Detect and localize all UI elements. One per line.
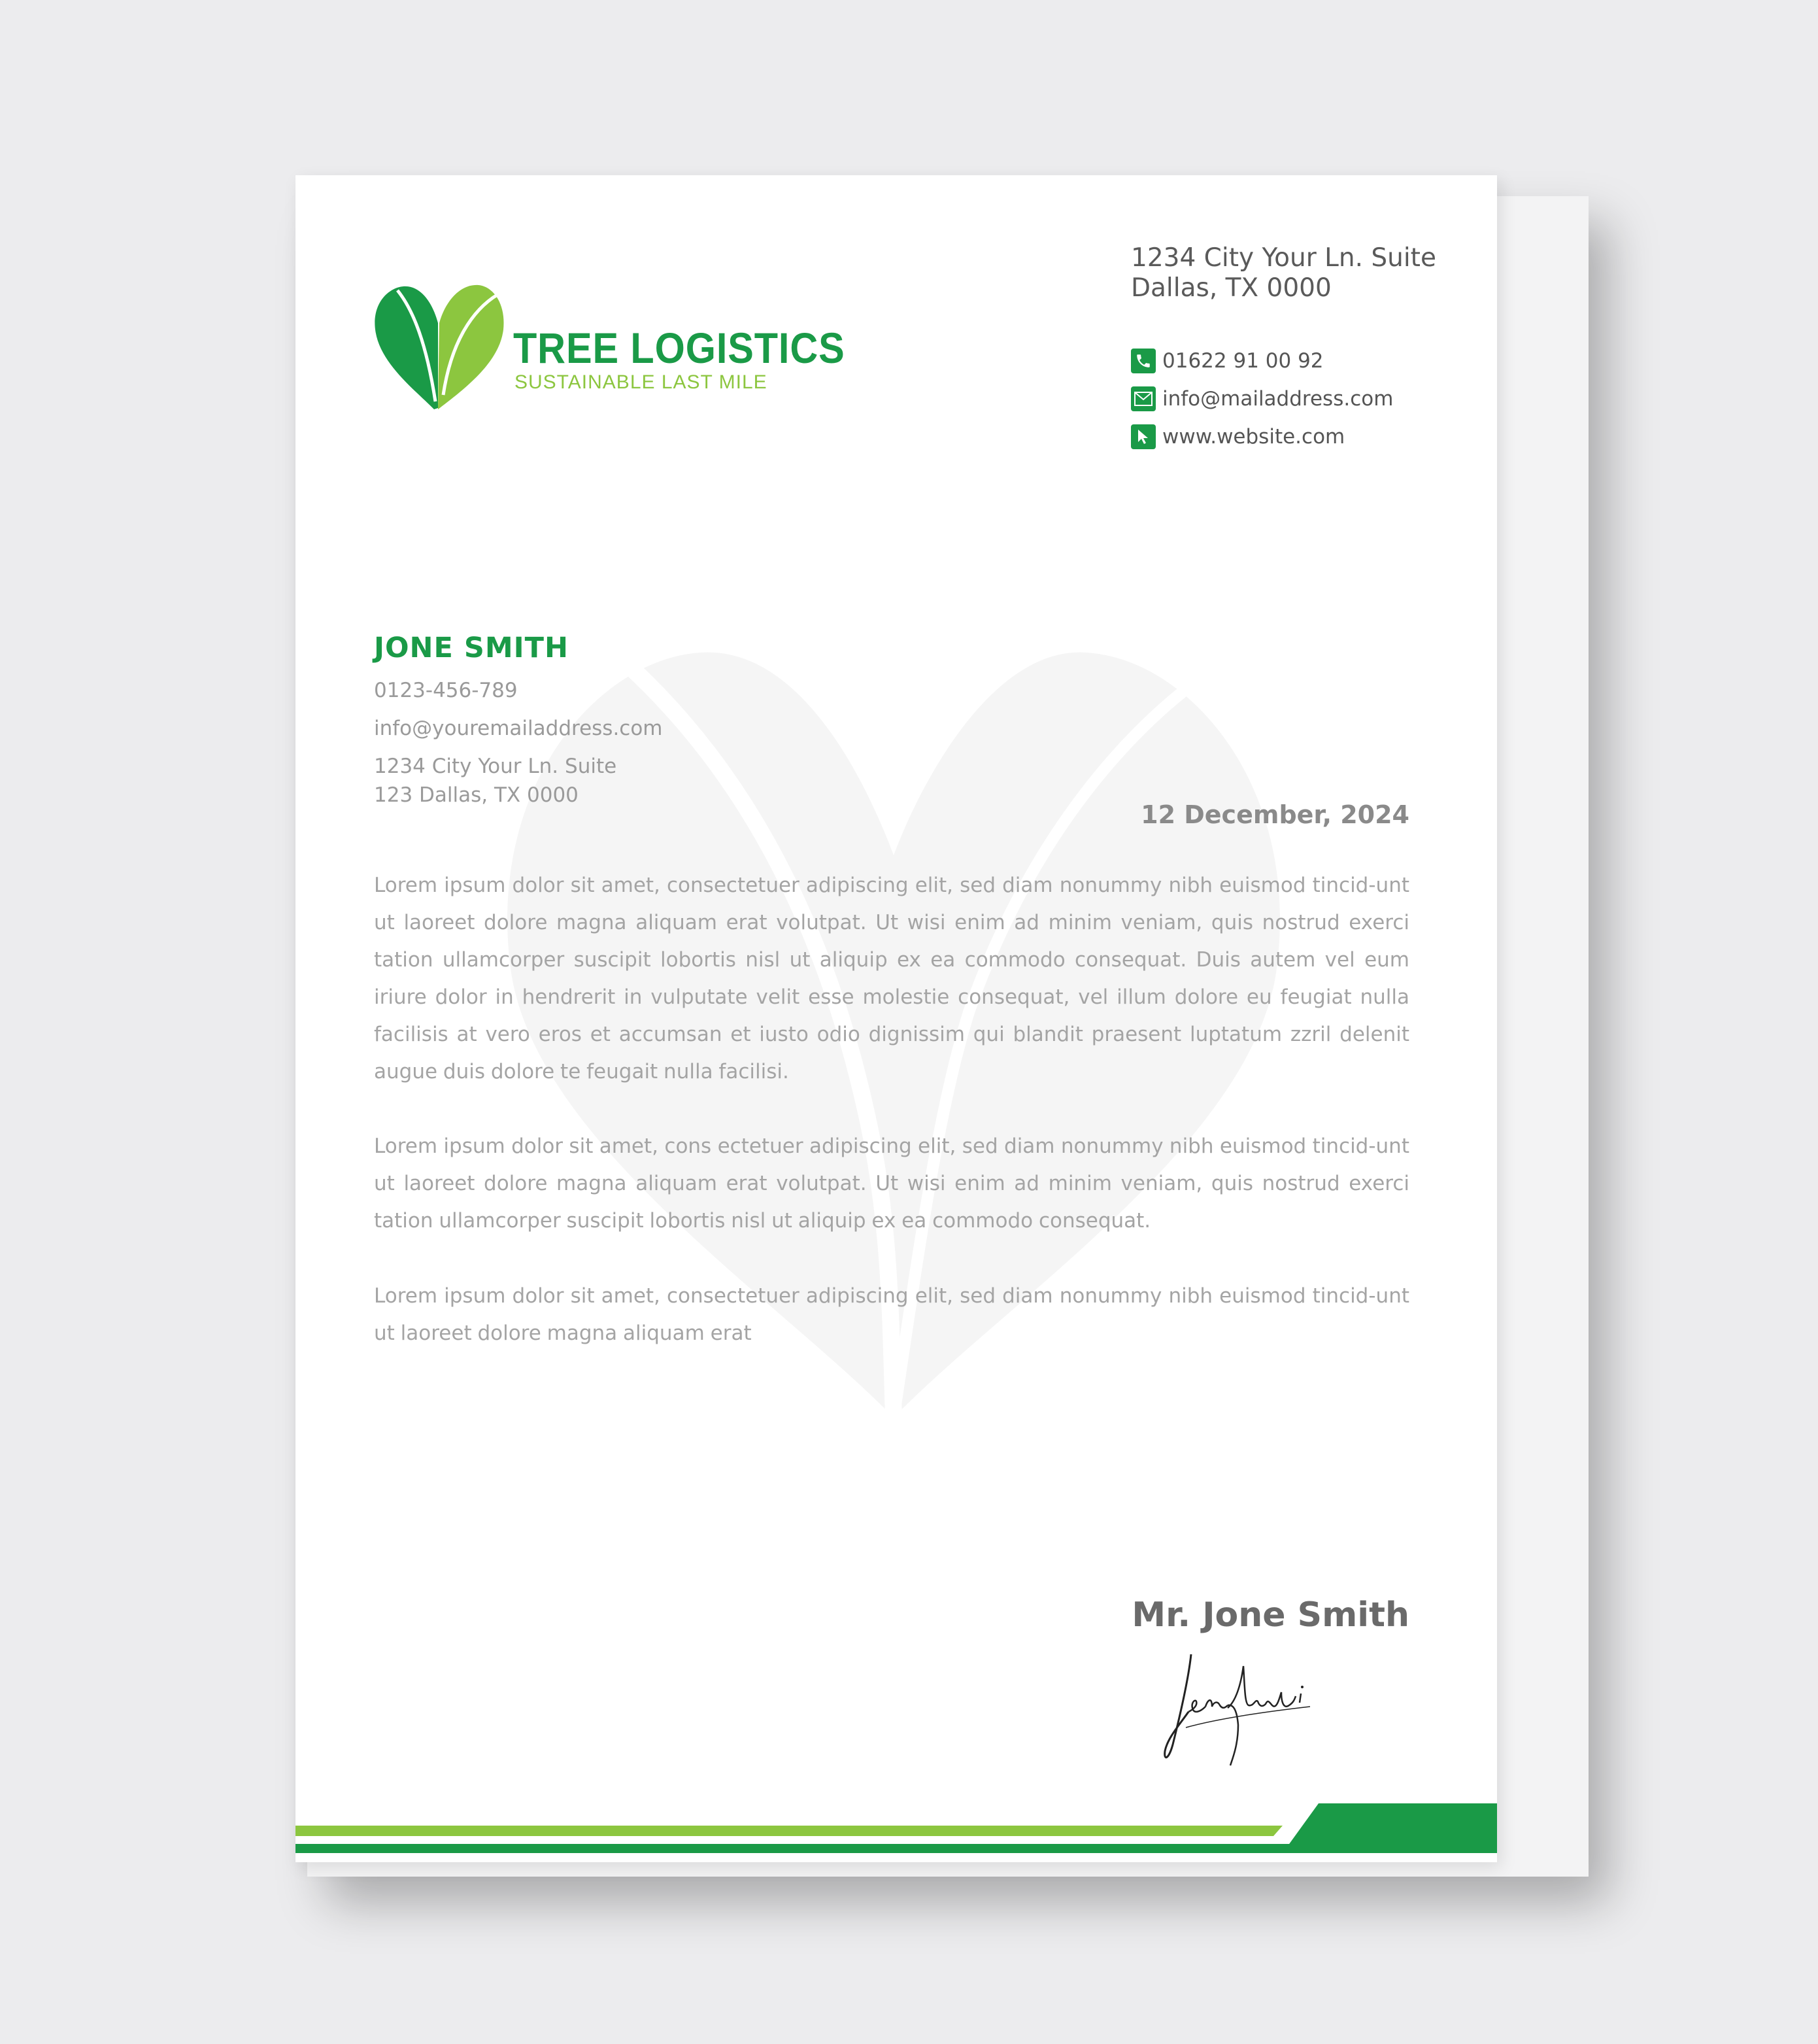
handwritten-signature <box>1160 1646 1349 1771</box>
sender-address-line1: 1234 City Your Ln. Suite <box>374 755 617 778</box>
body-paragraph: Lorem ipsum dolor sit amet, consectetuer adipiscing elit, sed diam nonummy nibh euismod tincid-unt ut laoreet dolore magna aliquam erat <box>374 1284 1409 1345</box>
heart-leaf-icon <box>374 284 505 415</box>
phone-icon <box>1131 349 1156 373</box>
sender-address-line2: 123 Dallas, TX 0000 <box>374 783 579 807</box>
body-paragraph: Lorem ipsum dolor sit amet, cons ectetuer adipiscing elit, sed diam nonummy nibh euismod tincid-unt ut laoreet dolore magna aliquam erat volutpat. Ut wisi enim ad minim veniam, quis nostrud exerci tation ullamcorper suscipit lobortis nisl ut aliquip ex ea commodo consequat. <box>374 1134 1409 1233</box>
contact-phone-text: 01622 91 00 92 <box>1162 349 1324 373</box>
contact-website <box>1131 424 1345 450</box>
mail-icon <box>1131 386 1156 411</box>
header-address <box>1131 243 1436 303</box>
signatory-name: Mr. Jone Smith <box>1132 1595 1409 1635</box>
cursor-icon <box>1131 424 1156 449</box>
sender-email: info@youremailaddress.com <box>374 717 663 740</box>
company-tagline: SUSTAINABLE LAST MILE <box>514 371 767 393</box>
contact-website-text: www.website.com <box>1162 425 1345 449</box>
letterhead-sheet <box>295 175 1497 1862</box>
sender-name: JONE SMITH <box>374 632 569 664</box>
body-paragraph: Lorem ipsum dolor sit amet, consectetuer adipiscing elit, sed diam nonummy nibh euismod tincid-unt ut laoreet dolore magna aliquam erat volutpat. Ut wisi enim ad minim veniam, quis nostrud exerci tation ullamcorper suscipit lobortis nisl ut aliquip ex ea commodo consequat. Duis autem vel eum iriure dolor in hendrerit in vulputate velit esse molestie consequat, vel illum dolore eu feugiat nulla facilisis at vero eros et accumsan et iusto odio dignissim qui blandit praesent luptatum zzril delenit augue duis dolore te feugait nulla facilisi. <box>374 874 1409 1083</box>
header-address-line2: Dallas, TX 0000 <box>1131 273 1332 303</box>
company-name: TREE LOGISTICS <box>513 324 845 372</box>
company-logo <box>374 284 845 415</box>
letter-date: 12 December, 2024 <box>1141 800 1409 829</box>
footer-stripes <box>295 1803 1497 1862</box>
contact-email <box>1131 386 1393 412</box>
contact-phone <box>1131 348 1324 374</box>
sender-phone: 0123-456-789 <box>374 679 518 702</box>
header-address-line1: 1234 City Your Ln. Suite <box>1131 243 1436 273</box>
contact-email-text: info@mailaddress.com <box>1162 387 1394 411</box>
